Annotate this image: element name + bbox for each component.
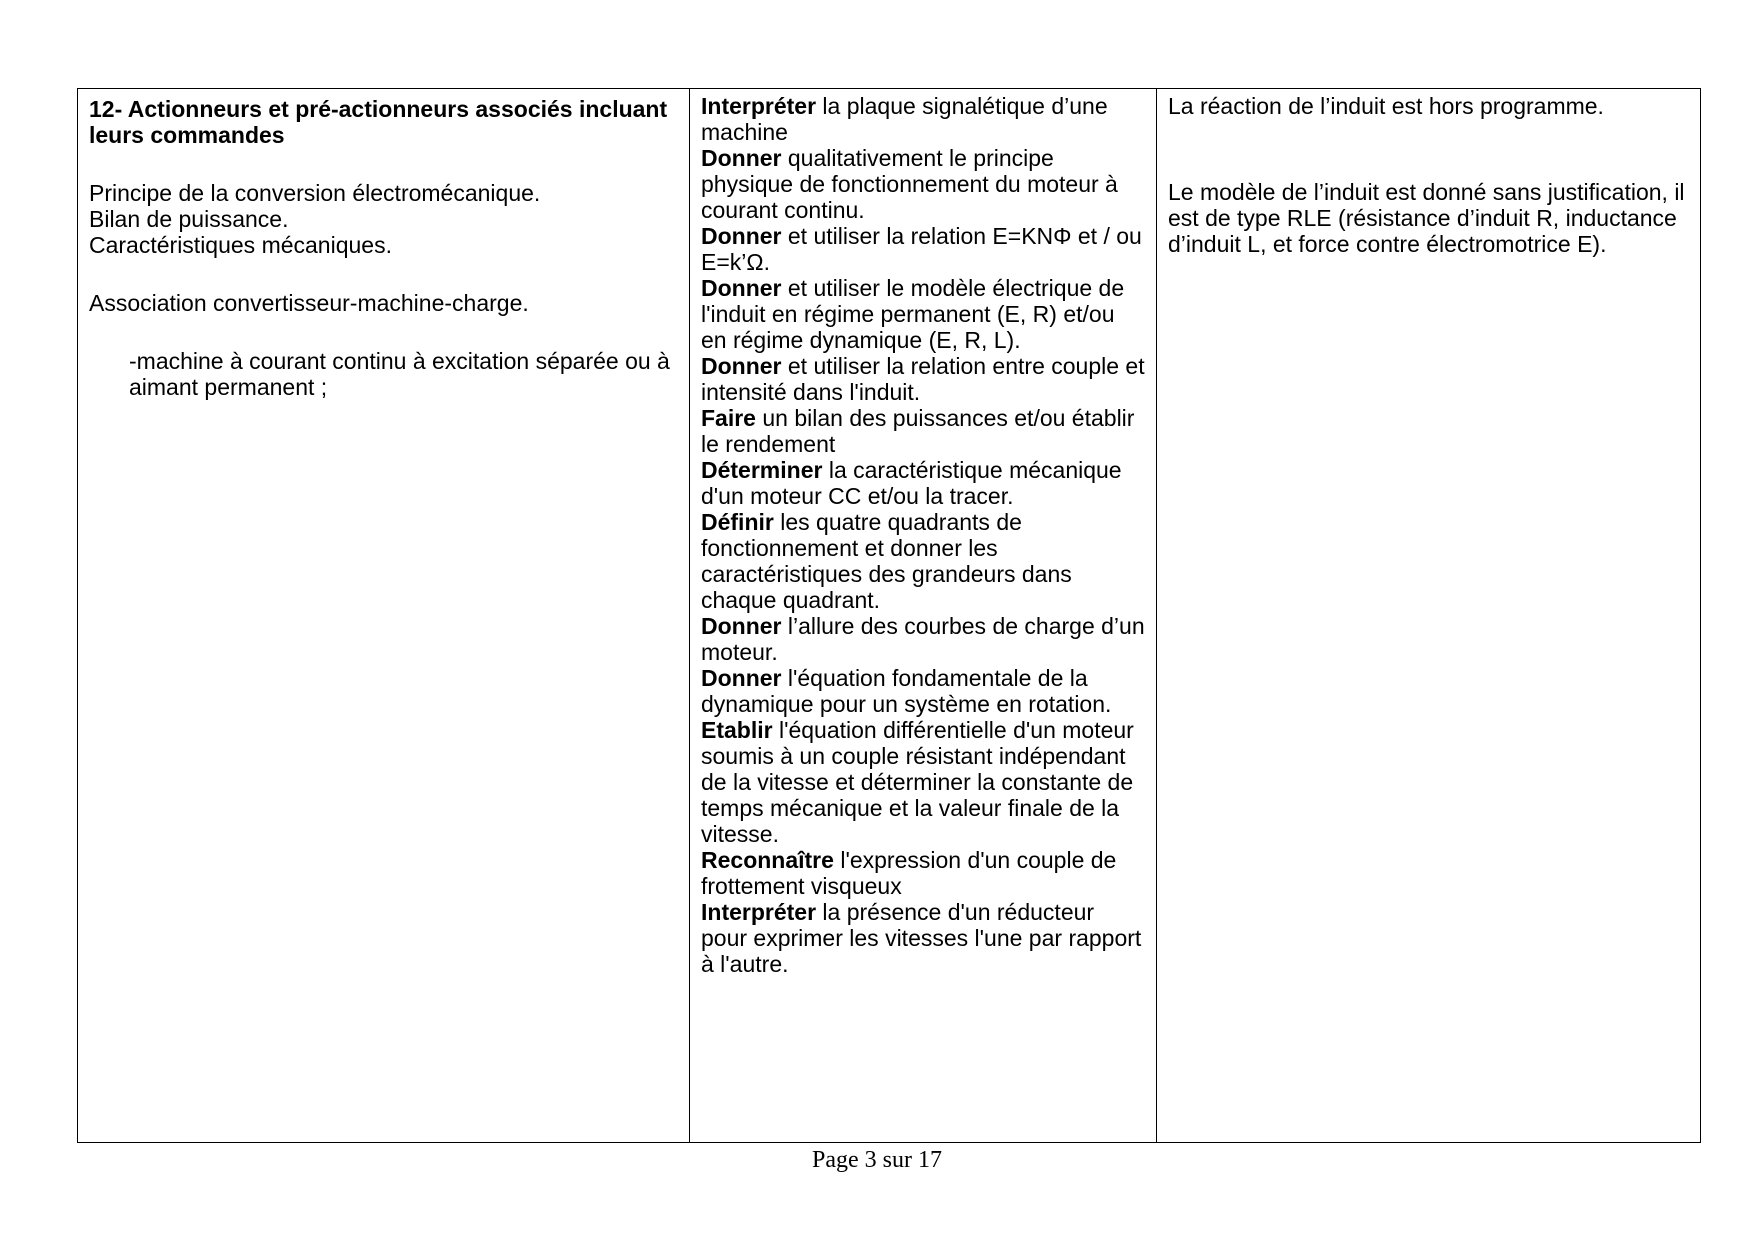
association-line: Association convertisseur-machine-charge. bbox=[89, 290, 529, 316]
objective-verb: Etablir bbox=[701, 717, 773, 743]
objective-verb: Interpréter bbox=[701, 93, 817, 119]
machine-type-line: -machine à courant continu à excitation séparée ou à aimant permanent ; bbox=[129, 348, 670, 400]
objective-item bbox=[701, 457, 1146, 509]
page-number: Page 3 sur 17 bbox=[812, 1147, 942, 1173]
objective-item bbox=[701, 717, 1146, 847]
objective-text: et utiliser la relation entre couple et intensité dans l'induit. bbox=[701, 353, 1145, 405]
remarks-cell bbox=[1157, 89, 1701, 1143]
objective-text: et utiliser la relation E=KNΦ et / ou E=k’Ω. bbox=[701, 223, 1142, 275]
objective-verb: Donner bbox=[701, 353, 782, 379]
objective-item bbox=[701, 613, 1146, 665]
objectives-cell bbox=[690, 89, 1157, 1143]
objective-verb: Faire bbox=[701, 405, 756, 431]
objective-item bbox=[701, 223, 1146, 275]
objective-verb: Définir bbox=[701, 509, 774, 535]
content-line: Caractéristiques mécaniques. bbox=[89, 232, 392, 258]
objective-text: l'équation fondamentale de la dynamique pour un système en rotation. bbox=[701, 665, 1112, 717]
objective-verb: Déterminer bbox=[701, 457, 823, 483]
objective-text: et utiliser le modèle électrique de l'induit en régime permanent (E, R) et/ou en régime dynamique (E, R, L). bbox=[701, 275, 1125, 353]
objective-verb: Reconnaître bbox=[701, 847, 834, 873]
objective-verb: Donner bbox=[701, 613, 782, 639]
objective-text: qualitativement le principe physique de fonctionnement du moteur à courant continu. bbox=[701, 145, 1118, 223]
objective-text: la caractéristique mécanique d'un moteur CC et/ou la tracer. bbox=[701, 457, 1122, 509]
objective-verb: Donner bbox=[701, 665, 782, 691]
content-line: Principe de la conversion électromécanique. bbox=[89, 180, 541, 206]
objective-text: la présence d'un réducteur pour exprimer les vitesses l'une par rapport à l'autre. bbox=[701, 899, 1142, 977]
objective-text: l’allure des courbes de charge d’un moteur. bbox=[701, 613, 1145, 665]
objective-verb: Donner bbox=[701, 145, 782, 171]
table-row bbox=[78, 89, 1701, 1143]
objective-item bbox=[701, 899, 1146, 977]
objective-item bbox=[701, 665, 1146, 717]
objective-verb: Donner bbox=[701, 223, 782, 249]
objective-item bbox=[701, 353, 1146, 405]
objective-item bbox=[701, 275, 1146, 353]
objective-item bbox=[701, 509, 1146, 613]
content-line: Bilan de puissance. bbox=[89, 206, 289, 232]
objective-text: les quatre quadrants de fonctionnement et donner les caractéristiques des grandeurs dans chaque quadrant. bbox=[701, 509, 1072, 613]
remark-item: La réaction de l’induit est hors programme. bbox=[1168, 93, 1604, 119]
objective-item bbox=[701, 145, 1146, 223]
objective-item bbox=[701, 847, 1146, 899]
objective-verb: Donner bbox=[701, 275, 782, 301]
objective-verb: Interpréter bbox=[701, 899, 817, 925]
section-title: 12- Actionneurs et pré-actionneurs associés incluant leurs commandes bbox=[89, 96, 668, 148]
objective-text: la plaque signalétique d’une machine bbox=[701, 93, 1108, 145]
objective-item bbox=[701, 405, 1146, 457]
objective-text: l'équation différentielle d'un moteur soumis à un couple résistant indépendant de la vitesse et déterminer la constante de temps mécanique et la valeur finale de la vitesse. bbox=[701, 717, 1134, 847]
remark-item: Le modèle de l’induit est donné sans justification, il est de type RLE (résistance d’induit R, inductance d’induit L, et force contre électromotrice E). bbox=[1168, 179, 1685, 257]
objective-text: un bilan des puissances et/ou établir le rendement bbox=[701, 405, 1135, 457]
objective-text: l'expression d'un couple de frottement visqueux bbox=[701, 847, 1117, 899]
program-table bbox=[77, 88, 1701, 1143]
objective-item bbox=[701, 93, 1146, 145]
contents-cell bbox=[78, 89, 690, 1143]
